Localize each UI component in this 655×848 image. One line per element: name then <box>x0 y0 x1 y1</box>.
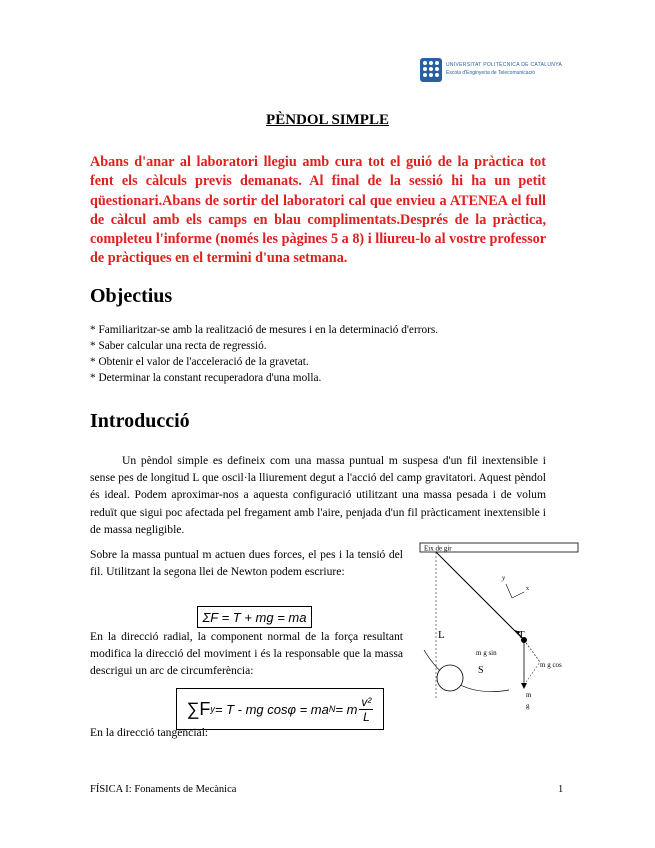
introduction-paragraph: Un pèndol simple es defineix com una massa puntual m suspesa d'un fil inextensible i sense pes de longitud L que oscil·la lliurement degut a l'acció del camp gravitatori. Aquest pèndol és ideal. Podem aproximar-nos a aquesta configuració utilitzant una massa pesada i de volum reduït que sigui poc afectada pel fregament amb l'aire, penjada d'un fil pràcticament inextensible i de massa negligible. <box>90 454 546 536</box>
tension-label: T <box>518 629 525 641</box>
upc-emblem-icon <box>420 58 442 82</box>
logo-university-name: UNIVERSITAT POLITÈCNICA DE CATALUNYA <box>446 62 563 68</box>
page-title-text: PÈNDOL SIMPLE <box>266 112 389 128</box>
radial-eq-numerator: v² <box>361 694 372 709</box>
arc-length-label: S <box>478 665 484 676</box>
length-label: L <box>438 629 445 641</box>
pendulum-diagram <box>414 540 584 720</box>
introduction-section <box>90 452 546 538</box>
objective-item: * Determinar la constant recuperadora d'una molla. <box>90 372 322 384</box>
warning-paragraph: Abans d'anar al laboratori llegiu amb cura tot el guió de la pràctica tot fent els càlculs previs demanats. Al final de la sessió hi ha un petit qüestionari.Abans de sortir del laboratori cal que envieu a ATENEA el full de càlcul amb els camps en blau complimentats.Després de la pràctica, completeu l'informe (només les pàgines 5 a 8) i lliureu-lo al vostre professor de pràctiques en el termini d'una setmana. <box>90 154 546 267</box>
university-logo <box>420 58 563 84</box>
objective-item: * Saber calcular una recta de regressió. <box>90 340 267 352</box>
radial-eq-sub-n: N <box>328 704 336 714</box>
mg-label-g: g <box>526 702 530 710</box>
x-axis-label: x <box>526 586 529 592</box>
forces-paragraph: Sobre la massa puntual m actuen dues forces, el pes i la tensió del fil. Utilitzant la segona llei de Newton podem escriure: <box>90 548 403 578</box>
page-number: 1 <box>558 784 564 795</box>
objectives-list <box>90 322 438 386</box>
page-title <box>0 112 655 129</box>
radial-eq-sum: ∑F <box>186 698 211 719</box>
tangential-paragraph: En la direcció tangencial: <box>90 726 209 739</box>
tangent-component-line <box>524 662 540 685</box>
x-axis <box>512 592 524 598</box>
introduction-heading: Introducció <box>90 410 190 432</box>
objectives-heading: Objectius <box>90 285 173 307</box>
weight-arrowhead <box>521 683 527 689</box>
pendulum-string <box>436 552 524 640</box>
y-axis <box>506 584 512 598</box>
normal-component-line <box>524 640 540 662</box>
logo-school-name: Escola d'Enginyeria de Telecomunicació <box>446 70 535 76</box>
radial-eq-middle: = T - mg cosφ = ma <box>214 701 329 717</box>
radial-eq-rhs: = m <box>335 701 358 717</box>
mg-cos-label: m g cos <box>540 661 562 669</box>
objective-item: * Familiaritzar-se amb la realització de mesures i en la determinació d'errors. <box>90 324 439 336</box>
newton-equation: ΣF = T + mg = ma <box>202 609 307 625</box>
objective-item: * Obtenir el valor de l'acceleració de la gravetat. <box>90 356 309 368</box>
radial-eq-denominator: L <box>363 709 370 724</box>
radial-eq-fraction <box>359 695 373 724</box>
radial-eq-sub-y: y <box>210 704 215 714</box>
mg-label-m: m <box>526 691 532 699</box>
y-axis-label: y <box>502 574 506 582</box>
mg-sin-label: m g sin <box>476 649 497 657</box>
axis-label: Eix de gir <box>424 544 452 553</box>
pendulum-bob <box>437 665 463 691</box>
newton-equation-box <box>197 606 312 628</box>
footer-course: FÍSICA I: Fonaments de Mecànica <box>90 784 237 795</box>
radial-paragraph: En la direcció radial, la component normal de la força resultant modifica la direcció del moviment i és la responsable que la massa descrigui un arc de circumferència: <box>90 630 403 677</box>
